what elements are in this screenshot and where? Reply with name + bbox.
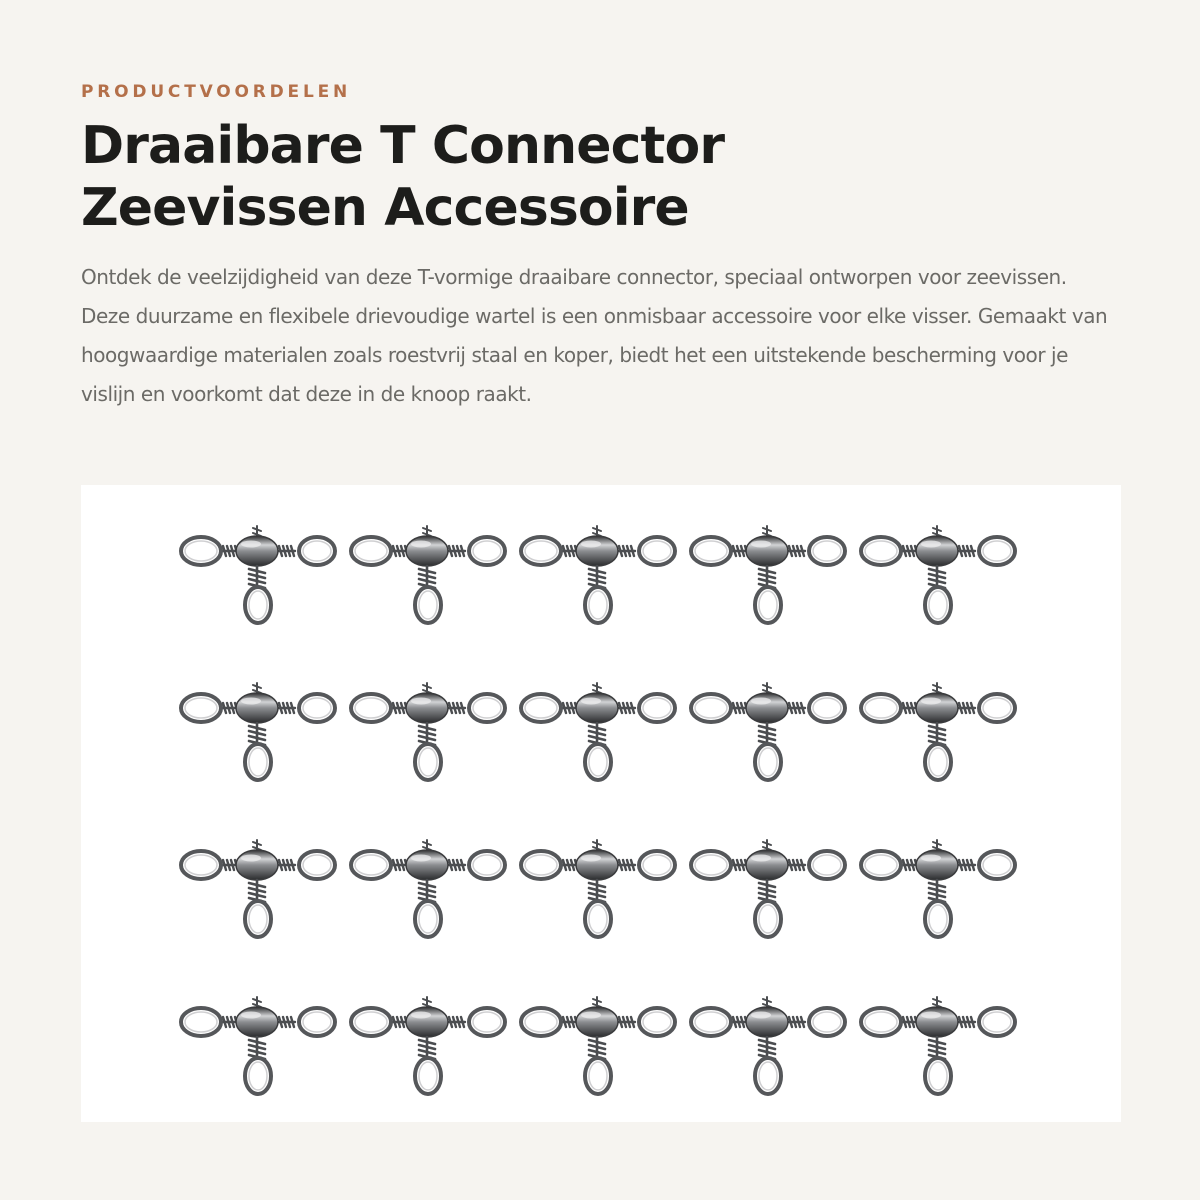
t-swivel-connector-icon bbox=[691, 683, 845, 780]
product-benefits-section bbox=[81, 80, 1121, 414]
t-swivel-connector-icon bbox=[861, 683, 1015, 780]
t-swivel-connector-icon bbox=[521, 840, 675, 937]
product-image bbox=[81, 485, 1121, 1122]
t-swivel-connector-icon bbox=[351, 840, 505, 937]
t-swivel-connector-icon bbox=[181, 840, 335, 937]
t-swivel-connector-icon bbox=[691, 840, 845, 937]
title-line-1: Draaibare T Connector bbox=[81, 116, 725, 176]
swivel-grid bbox=[81, 485, 1121, 1122]
t-swivel-connector-icon bbox=[181, 997, 335, 1094]
t-swivel-connector-icon bbox=[351, 683, 505, 780]
page-title bbox=[81, 115, 1121, 239]
t-swivel-connector-icon bbox=[521, 997, 675, 1094]
t-swivel-connector-icon bbox=[181, 526, 335, 623]
title-line-2: Zeevissen Accessoire bbox=[81, 178, 689, 238]
t-swivel-connector-icon bbox=[861, 997, 1015, 1094]
product-description: Ontdek de veelzijdigheid van deze T-vormige draaibare connector, speciaal ontworpen voor zeevissen. Deze duurzame en flexibele drievoudige wartel is een onmisbaar accessoire voor elke visser. Gemaakt van hoogwaardige materialen zoals roestvrij staal en koper, biedt het een uitstekende bescherming voor je vislijn en voorkomt dat deze in de knoop raakt. bbox=[81, 265, 1108, 406]
t-swivel-connector-icon bbox=[521, 526, 675, 623]
t-swivel-connector-icon bbox=[861, 526, 1015, 623]
section-eyebrow: PRODUCTVOORDELEN bbox=[81, 82, 352, 102]
t-swivel-connector-icon bbox=[351, 997, 505, 1094]
t-swivel-connector-icon bbox=[521, 683, 675, 780]
t-swivel-connector-icon bbox=[351, 526, 505, 623]
t-swivel-connector-icon bbox=[181, 683, 335, 780]
t-swivel-connector-icon bbox=[691, 997, 845, 1094]
t-swivel-connector-icon bbox=[861, 840, 1015, 937]
t-swivel-connector-icon bbox=[691, 526, 845, 623]
